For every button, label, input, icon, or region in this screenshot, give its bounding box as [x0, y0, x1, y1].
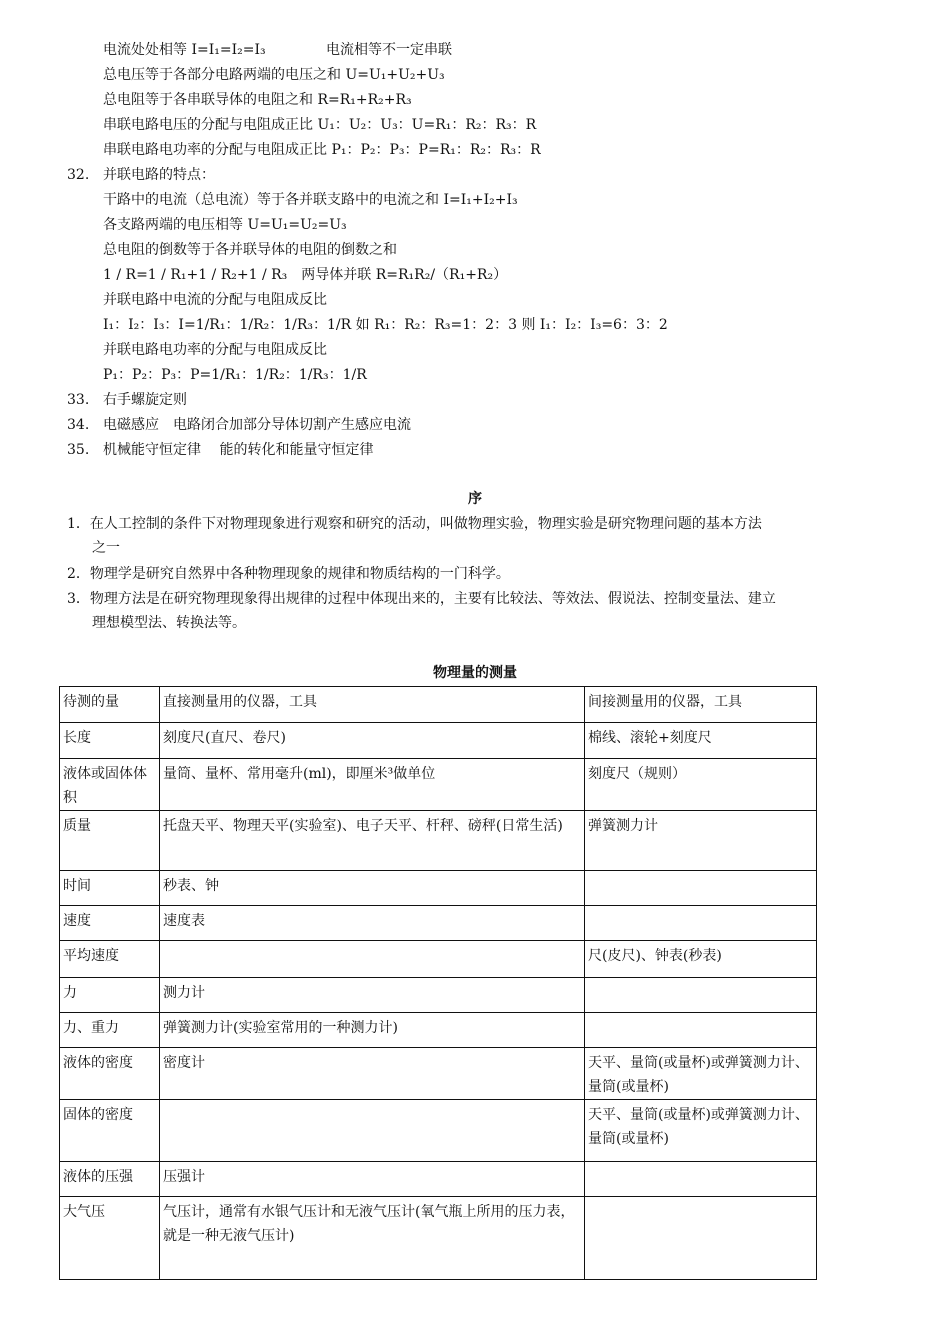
parallel-line-3: 总电阻的倒数等于各并联导体的电阻的倒数之和 [103, 242, 397, 258]
indirect-cell [585, 978, 817, 1013]
quantity-cell: 液体的压强 [60, 1162, 160, 1197]
item-33-number: 33. [67, 392, 90, 408]
indirect-cell: 天平、量筒(或量杯)或弹簧测力计、量筒(或量杯) [585, 1048, 817, 1100]
direct-cell: 压强计 [160, 1162, 585, 1197]
series-line-3: 总电阻等于各串联导体的电阻之和 R=R₁+R₂+R₃ [103, 92, 412, 108]
quantity-cell: 力 [60, 978, 160, 1013]
item-32-text: 并联电路的特点： [103, 167, 215, 183]
indirect-cell [585, 1013, 817, 1048]
indirect-cell: 弹簧测力计 [585, 811, 817, 871]
preface-title: 序 [468, 491, 482, 507]
direct-cell: 气压计，通常有水银气压计和无液气压计(氧气瓶上所用的压力表，就是一种无液气压计) [160, 1197, 585, 1280]
table-row [60, 1100, 817, 1162]
table-row [60, 811, 817, 871]
parallel-line-5: 并联电路中电流的分配与电阻成反比 [103, 292, 327, 308]
quantity-cell: 固体的密度 [60, 1100, 160, 1162]
indirect-cell: 天平、量筒(或量杯)或弹簧测力计、量筒(或量杯) [585, 1100, 817, 1162]
preface-paragraph-2: 2．物理学是研究自然界中各种物理现象的规律和物质结构的一门科学。 [67, 566, 510, 582]
parallel-line-6: I₁：I₂：I₃：I=1/R₁：1/R₂：1/R₃：1/R 如 R₁：R₂：R₃=1：2：3 则 I₁：I₂：I₃=6：3：2 [103, 317, 668, 333]
table-row [60, 906, 817, 941]
quantity-cell: 液体的密度 [60, 1048, 160, 1100]
item-33-text: 右手螺旋定则 [103, 392, 187, 408]
preface-p3-first: 3．物理方法是在研究物理现象得出规律的过程中体现出来的，主要有比较法、等效法、假说法、控制变量法、建立 [67, 591, 776, 607]
series-line-1: 电流处处相等 I=I₁=I₂=I₃ 电流相等不一定串联 [103, 42, 453, 58]
table-row [60, 1048, 817, 1100]
table-row [60, 871, 817, 906]
direct-cell: 速度表 [160, 906, 585, 941]
preface-p1-first: 1．在人工控制的条件下对物理现象进行观察和研究的活动，叫做物理实验，物理实验是研究物理问题的基本方法 [67, 516, 762, 532]
indirect-cell: 棉线、滚轮+刻度尺 [585, 723, 817, 759]
indirect-cell [585, 1162, 817, 1197]
quantity-cell: 液体或固体体积 [60, 759, 160, 811]
direct-cell: 秒表、钟 [160, 871, 585, 906]
direct-cell [160, 1100, 585, 1162]
item-35-text: 机械能守恒定律 能的转化和能量守恒定律 [103, 442, 374, 458]
quantity-cell: 质量 [60, 811, 160, 871]
preface-p1-cont: 之一 [92, 540, 120, 556]
direct-cell [160, 941, 585, 978]
quantity-cell: 速度 [60, 906, 160, 941]
parallel-line-1: 干路中的电流（总电流）等于各并联支路中的电流之和 I=I₁+I₂+I₃ [103, 192, 518, 208]
table-row [60, 759, 817, 811]
quantity-cell: 时间 [60, 871, 160, 906]
series-line-2: 总电压等于各部分电路两端的电压之和 U=U₁+U₂+U₃ [103, 67, 445, 83]
series-line-5: 串联电路电功率的分配与电阻成正比 P₁：P₂：P₃：P=R₁：R₂：R₃：R [103, 142, 541, 158]
measure-title: 物理量的测量 [433, 665, 517, 681]
table-row [60, 723, 817, 759]
quantity-cell: 大气压 [60, 1197, 160, 1280]
measure-table [59, 686, 817, 1280]
header-indirect-instruments: 间接测量用的仪器，工具 [585, 687, 817, 723]
direct-cell: 刻度尺(直尺、卷尺) [160, 723, 585, 759]
quantity-cell: 力、重力 [60, 1013, 160, 1048]
preface-p3-cont: 理想模型法、转换法等。 [92, 615, 246, 631]
direct-cell: 密度计 [160, 1048, 585, 1100]
item-35-number: 35. [67, 442, 90, 458]
indirect-cell [585, 906, 817, 941]
indirect-cell: 尺(皮尺)、钟表(秒表) [585, 941, 817, 978]
direct-cell: 托盘天平、物理天平(实验室)、电子天平、杆秤、磅秤(日常生活) [160, 811, 585, 871]
series-line-4: 串联电路电压的分配与电阻成正比 U₁：U₂：U₃：U=R₁：R₂：R₃：R [103, 117, 537, 133]
header-quantity: 待测的量 [60, 687, 160, 723]
quantity-cell: 平均速度 [60, 941, 160, 978]
preface-paragraph-3 [67, 587, 887, 635]
table-row [60, 1197, 817, 1280]
indirect-cell [585, 871, 817, 906]
preface-paragraph-1 [67, 512, 887, 560]
indirect-cell [585, 1197, 817, 1280]
header-direct-instruments: 直接测量用的仪器，工具 [160, 687, 585, 723]
parallel-line-2: 各支路两端的电压相等 U=U₁=U₂=U₃ [103, 217, 347, 233]
table-row [60, 978, 817, 1013]
parallel-line-7: 并联电路电功率的分配与电阻成反比 [103, 342, 327, 358]
parallel-line-8: P₁：P₂：P₃：P=1/R₁：1/R₂：1/R₃：1/R [103, 367, 367, 383]
item-34-number: 34. [67, 417, 90, 433]
direct-cell: 弹簧测力计(实验室常用的一种测力计) [160, 1013, 585, 1048]
direct-cell: 测力计 [160, 978, 585, 1013]
table-header-row [60, 687, 817, 723]
table-row [60, 1162, 817, 1197]
item-32-number: 32. [67, 167, 90, 183]
quantity-cell: 长度 [60, 723, 160, 759]
direct-cell: 量筒、量杯、常用毫升(ml)，即厘米³做单位 [160, 759, 585, 811]
indirect-cell: 刻度尺（规则） [585, 759, 817, 811]
table-row [60, 941, 817, 978]
item-34-text: 电磁感应 电路闭合加部分导体切割产生感应电流 [103, 417, 411, 433]
parallel-line-4: 1 / R=1 / R₁+1 / R₂+1 / R₃ 两导体并联 R=R₁R₂/（R₁+R₂） [103, 267, 508, 283]
table-row [60, 1013, 817, 1048]
